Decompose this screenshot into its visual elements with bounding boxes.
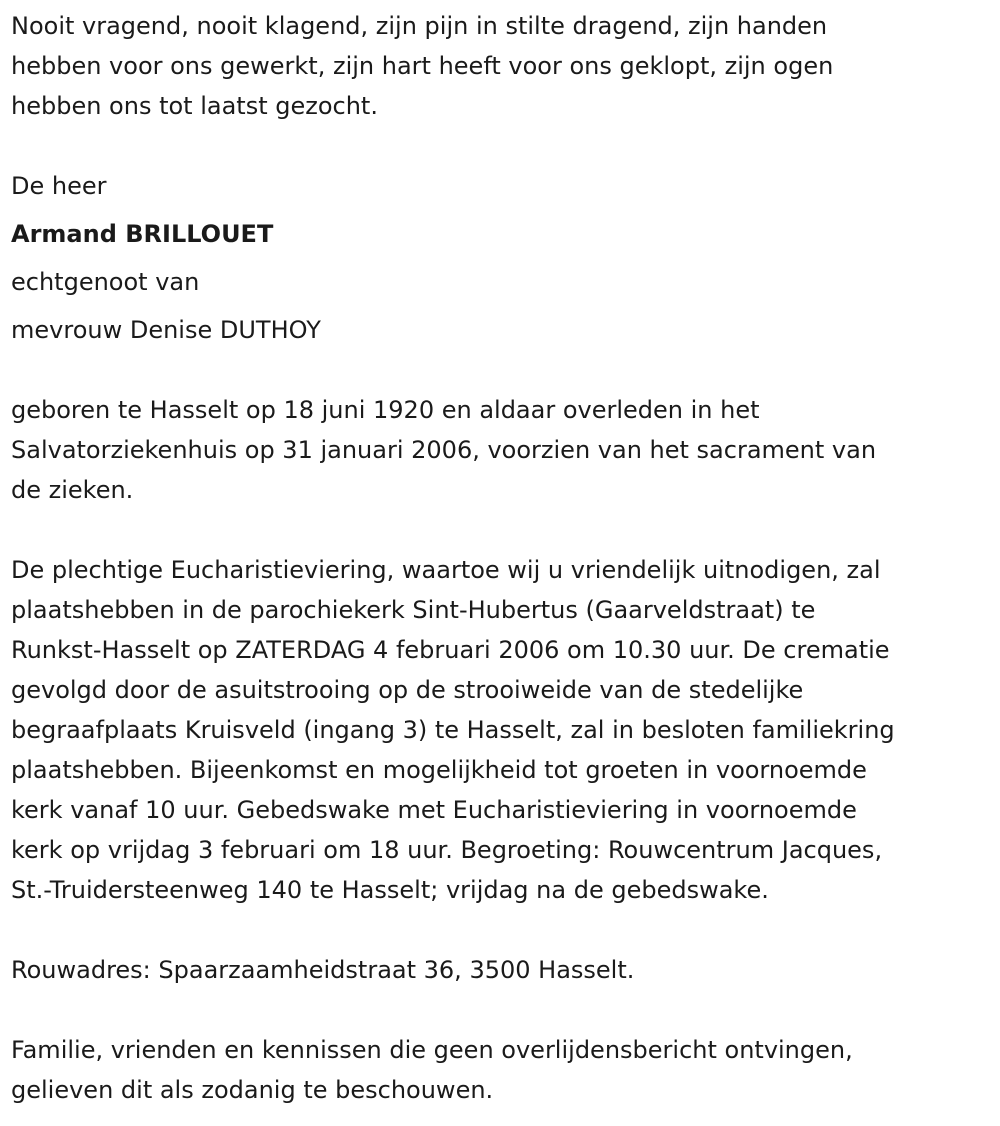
motto-line: hebben ons tot laatst gezocht. (11, 92, 378, 120)
salutation: De heer (11, 172, 107, 200)
closing-line: Familie, vrienden en kennissen die geen overlijdensbericht ontvingen, (11, 1036, 853, 1064)
obituary-document (11, 6, 991, 1110)
motto-line: hebben voor ons gewerkt, zijn hart heeft voor ons geklopt, zijn ogen (11, 52, 834, 80)
ceremony-line: plaatshebben in de parochiekerk Sint-Hubertus (Gaarveldstraat) te (11, 596, 816, 624)
ceremony-paragraph (11, 550, 991, 910)
birth-death-paragraph (11, 390, 991, 510)
ceremony-line: De plechtige Eucharistieviering, waartoe wij u vriendelijk uitnodigen, zal (11, 556, 881, 584)
ceremony-line: plaatshebben. Bijeenkomst en mogelijkheid tot groeten in voornoemde (11, 756, 867, 784)
ceremony-line: kerk op vrijdag 3 februari om 18 uur. Begroeting: Rouwcentrum Jacques, (11, 836, 883, 864)
ceremony-line: begraafplaats Kruisveld (ingang 3) te Hasselt, zal in besloten familiekring (11, 716, 895, 744)
mourning-address: Rouwadres: Spaarzaamheidstraat 36, 3500 Hasselt. (11, 956, 635, 984)
motto-line: Nooit vragend, nooit klagend, zijn pijn in stilte dragend, zijn handen (11, 12, 828, 40)
ceremony-line: kerk vanaf 10 uur. Gebedswake met Eucharistieviering in voornoemde (11, 796, 857, 824)
closing-paragraph (11, 1030, 991, 1110)
closing-line: gelieven dit als zodanig te beschouwen. (11, 1076, 494, 1104)
spouse-name: mevrouw Denise DUTHOY (11, 316, 321, 344)
ceremony-line: Runkst-Hasselt op ZATERDAG 4 februari 2006 om 10.30 uur. De crematie (11, 636, 890, 664)
motto-paragraph (11, 6, 991, 126)
ceremony-line: St.-Truidersteenweg 140 te Hasselt; vrijdag na de gebedswake. (11, 876, 769, 904)
deceased-name: Armand BRILLOUET (11, 220, 274, 248)
birth-death-line: geboren te Hasselt op 18 juni 1920 en aldaar overleden in het (11, 396, 760, 424)
birth-death-line: de zieken. (11, 476, 134, 504)
birth-death-line: Salvatorziekenhuis op 31 januari 2006, voorzien van het sacrament van (11, 436, 877, 464)
relation-text: echtgenoot van (11, 268, 200, 296)
ceremony-line: gevolgd door de asuitstrooing op de strooiweide van de stedelijke (11, 676, 804, 704)
